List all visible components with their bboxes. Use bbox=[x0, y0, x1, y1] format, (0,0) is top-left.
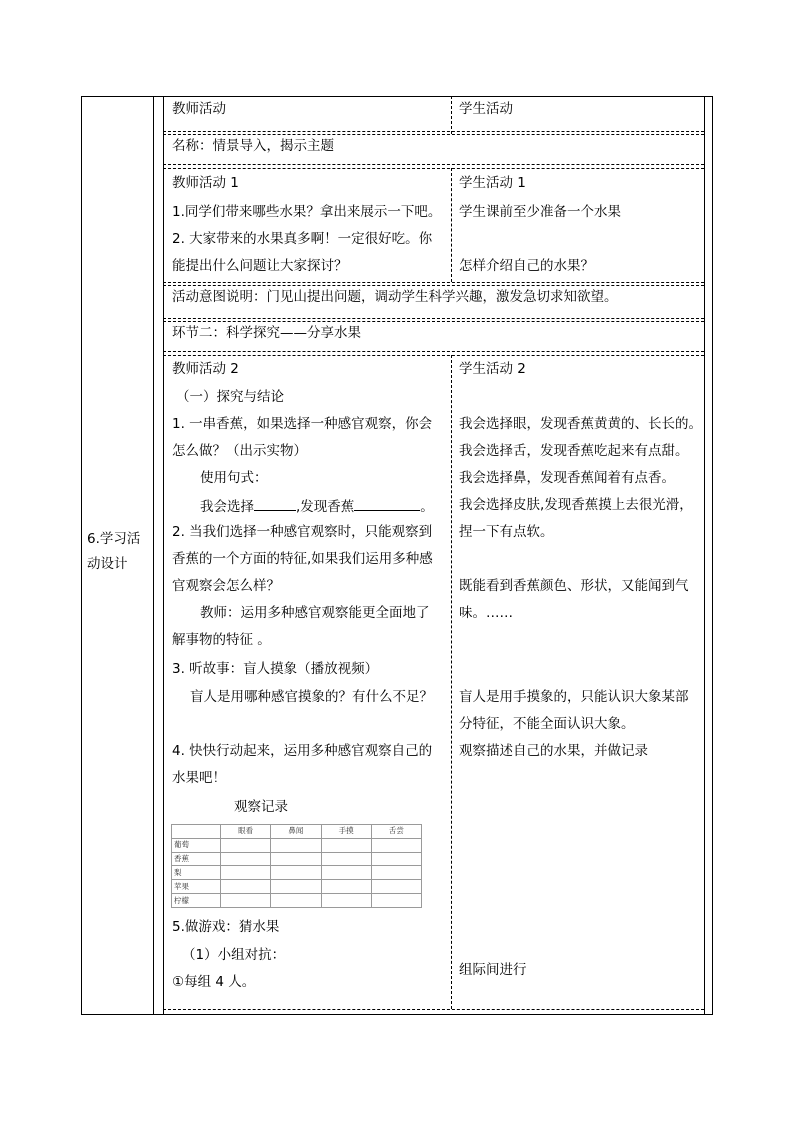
inner-left-border bbox=[163, 96, 164, 1014]
table-cell bbox=[221, 852, 271, 866]
observation-table bbox=[171, 824, 422, 908]
column-divider bbox=[451, 96, 452, 134]
table-cell bbox=[371, 838, 421, 852]
section1-teacher-line: 2. 大家带来的水果真多啊！一定很好吃。你 bbox=[172, 231, 433, 247]
column-divider bbox=[451, 355, 452, 1009]
student-line: 盲人是用手摸象的，只能认识大象某部 bbox=[459, 689, 689, 705]
student-line: 我会选择舌，发现香蕉吃起来有点甜。 bbox=[459, 443, 689, 459]
table-cell bbox=[371, 852, 421, 866]
row-divider bbox=[163, 168, 704, 169]
student-line: 捏一下有点软。 bbox=[459, 524, 554, 540]
table-cell bbox=[221, 866, 271, 880]
teacher-line: 水果吧！ bbox=[172, 770, 226, 786]
header-student: 学生活动 bbox=[459, 101, 513, 117]
section2-teacher-title: 教师活动 2 bbox=[172, 361, 239, 377]
left-label-line1: 6.学习活 bbox=[87, 531, 141, 547]
table-cell bbox=[321, 838, 371, 852]
section2-student-title: 学生活动 2 bbox=[459, 361, 526, 377]
table-cell bbox=[221, 894, 271, 908]
table-cell bbox=[221, 838, 271, 852]
row-divider bbox=[163, 282, 704, 283]
table-header-cell: 眼看 bbox=[221, 825, 271, 839]
section1-intent: 活动意图说明：门见山提出问题，调动学生科学兴趣，激发急切求知欲望。 bbox=[172, 289, 618, 305]
teacher-line: 3. 听故事：盲人摸象（播放视频） bbox=[172, 661, 379, 677]
table-cell bbox=[321, 880, 371, 894]
row-divider bbox=[163, 318, 704, 319]
student-line: 味。…… bbox=[459, 605, 513, 621]
table-cell bbox=[271, 838, 321, 852]
row-divider bbox=[163, 285, 704, 286]
teacher-line: 解事物的特征 。 bbox=[172, 632, 271, 648]
row-divider bbox=[163, 1009, 704, 1010]
section1-teacher-title: 教师活动 1 bbox=[172, 175, 239, 191]
table-header-cell bbox=[172, 825, 221, 839]
teacher-line: 2. 当我们选择一种感官观察时，只能观察到 bbox=[172, 524, 433, 540]
row-label: 柠檬 bbox=[172, 894, 221, 908]
table-row bbox=[172, 866, 422, 880]
table-cell bbox=[271, 894, 321, 908]
table-cell bbox=[271, 852, 321, 866]
table-cell bbox=[271, 880, 321, 894]
section1-teacher-line: 能提出什么问题让大家探讨？ bbox=[172, 258, 348, 274]
fill-blank bbox=[354, 496, 420, 511]
teacher-line: 使用句式： bbox=[200, 470, 268, 486]
table-cell bbox=[321, 894, 371, 908]
outer-bottom-border bbox=[81, 1014, 713, 1015]
row-divider bbox=[163, 164, 704, 165]
teacher-line: 5.做游戏：猜水果 bbox=[172, 919, 280, 935]
sentence-part: 。 bbox=[420, 499, 434, 515]
teacher-line: 香蕉的一个方面的特征,如果我们运用多种感 bbox=[172, 551, 433, 567]
observation-record-title: 观察记录 bbox=[234, 799, 288, 815]
table-row bbox=[172, 894, 422, 908]
teacher-line: 官观察会怎么样？ bbox=[172, 578, 280, 594]
fill-blank bbox=[254, 496, 296, 511]
sentence-part: 我会选择 bbox=[200, 499, 254, 515]
table-header-row bbox=[172, 825, 422, 839]
section1-name: 名称：情景导入，揭示主题 bbox=[172, 138, 334, 154]
row-divider bbox=[163, 131, 704, 132]
student-line: 观察描述自己的水果，并做记录 bbox=[459, 743, 648, 759]
section2-name: 环节二：科学探究——分享水果 bbox=[172, 325, 361, 341]
table-cell bbox=[371, 894, 421, 908]
section1-student-title: 学生活动 1 bbox=[459, 175, 526, 191]
student-line: 我会选择眼，发现香蕉黄黄的、长长的。 bbox=[459, 416, 702, 432]
row-divider bbox=[163, 355, 704, 356]
header-teacher: 教师活动 bbox=[172, 101, 226, 117]
table-cell bbox=[371, 866, 421, 880]
teacher-line: 盲人是用哪种感官摸象的？有什么不足？ bbox=[190, 689, 433, 705]
teacher-line: （一）探究与结论 bbox=[176, 389, 284, 405]
table-row bbox=[172, 880, 422, 894]
teacher-line: 4. 快快行动起来，运用多种感官观察自己的 bbox=[172, 743, 433, 759]
left-label-line2: 动设计 bbox=[87, 556, 128, 572]
column-divider bbox=[451, 168, 452, 282]
teacher-line: 怎么做？（出示实物） bbox=[172, 443, 307, 459]
table-cell bbox=[371, 880, 421, 894]
table-cell bbox=[271, 866, 321, 880]
teacher-line: 教师：运用多种感官观察能更全面地了 bbox=[200, 605, 430, 621]
outer-right-border bbox=[712, 96, 713, 1014]
outer-left-border bbox=[81, 96, 82, 1014]
sentence-pattern bbox=[200, 496, 434, 516]
table-cell bbox=[221, 880, 271, 894]
row-label: 苹果 bbox=[172, 880, 221, 894]
table-row bbox=[172, 838, 422, 852]
section1-student-line: 学生课前至少准备一个水果 bbox=[459, 204, 621, 220]
inner-right-border bbox=[704, 96, 705, 1014]
teacher-line: ①每组 4 人。 bbox=[172, 974, 256, 990]
teacher-line: （1）小组对抗： bbox=[182, 947, 286, 963]
table-header-cell: 舌尝 bbox=[371, 825, 421, 839]
table-cell bbox=[321, 852, 371, 866]
student-line: 既能看到香蕉颜色、形状，又能闻到气 bbox=[459, 578, 689, 594]
student-line: 我会选择皮肤,发现香蕉摸上去很光滑， bbox=[459, 497, 693, 513]
row-divider bbox=[163, 134, 704, 135]
section1-teacher-line: 1.同学们带来哪些水果？拿出来展示一下吧。 bbox=[172, 204, 442, 220]
label-column-divider bbox=[153, 96, 154, 1014]
table-header-cell: 手摸 bbox=[321, 825, 371, 839]
row-label: 葡萄 bbox=[172, 838, 221, 852]
table-row bbox=[172, 852, 422, 866]
outer-top-border bbox=[81, 96, 713, 97]
row-divider bbox=[163, 321, 704, 322]
sentence-part: ,发现香蕉 bbox=[296, 499, 355, 515]
teacher-line: 1. 一串香蕉，如果选择一种感官观察，你会 bbox=[172, 416, 433, 432]
student-line: 分特征，不能全面认识大象。 bbox=[459, 716, 635, 732]
section1-student-line: 怎样介绍自己的水果？ bbox=[459, 258, 594, 274]
student-line: 组际间进行 bbox=[459, 962, 527, 978]
table-cell bbox=[321, 866, 371, 880]
row-label: 香蕉 bbox=[172, 852, 221, 866]
student-line: 我会选择鼻，发现香蕉闻着有点香。 bbox=[459, 470, 675, 486]
row-label: 梨 bbox=[172, 866, 221, 880]
table-header-cell: 鼻闻 bbox=[271, 825, 321, 839]
row-divider bbox=[163, 351, 704, 352]
